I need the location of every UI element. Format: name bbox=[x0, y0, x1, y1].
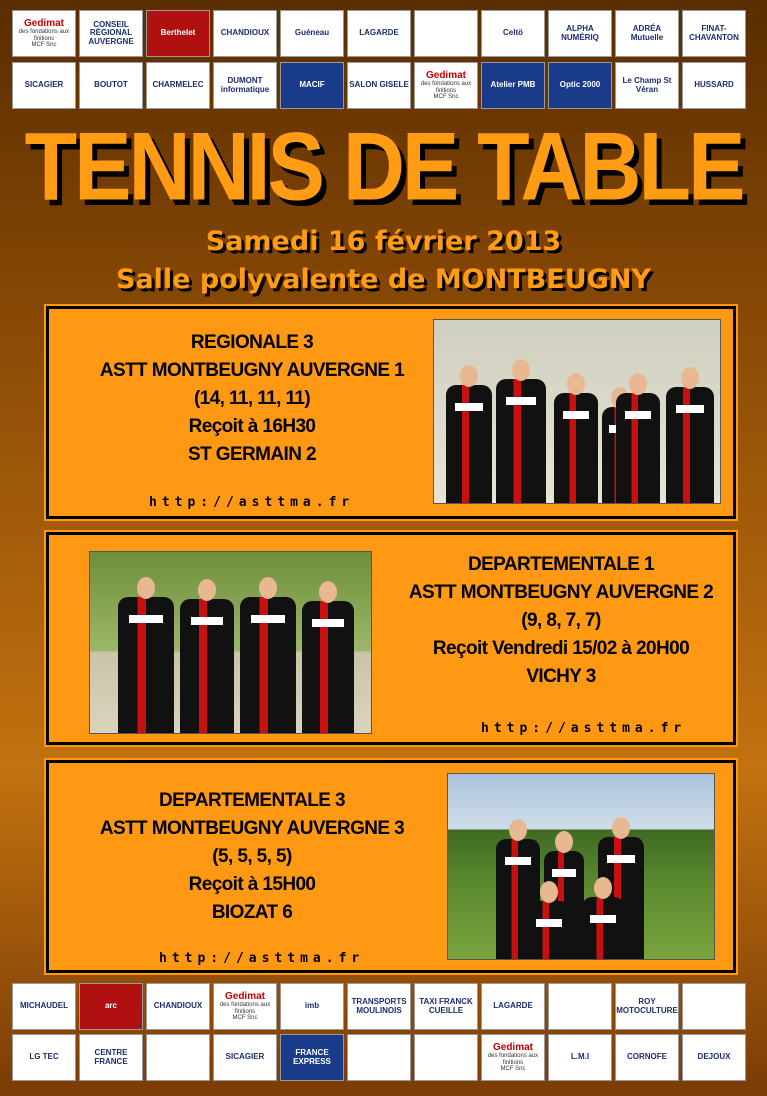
sponsor-name: Celtö bbox=[503, 28, 523, 38]
sponsor-logo bbox=[12, 62, 76, 109]
match-time: Reçoit à 15H00 bbox=[188, 874, 316, 895]
sponsor-name: FINAT-CHAVANTON bbox=[689, 24, 739, 42]
sponsor-name: LAGARDE bbox=[359, 28, 399, 38]
club-url[interactable]: http://asttma.fr bbox=[481, 721, 687, 736]
sponsor-logo bbox=[280, 62, 344, 109]
player bbox=[446, 385, 492, 503]
sponsor-logo bbox=[280, 983, 344, 1030]
opponent: ST GERMAIN 2 bbox=[188, 444, 316, 465]
sponsor-name: LG TEC bbox=[29, 1052, 59, 1062]
player bbox=[180, 599, 234, 733]
sponsor-name: BOUTOT bbox=[94, 80, 128, 90]
sponsor-name: SICAGIER bbox=[225, 1052, 265, 1062]
sponsor-name: CHARMELEC bbox=[152, 80, 204, 90]
sponsor-name: CENTRE FRANCE bbox=[94, 1048, 128, 1066]
sponsor-logo bbox=[548, 10, 612, 57]
sponsor-company: MCF Snc bbox=[31, 41, 57, 48]
sponsor-logo bbox=[682, 62, 746, 109]
sponsor-logo bbox=[347, 1034, 411, 1081]
sponsor-name: TAXI FRANCK CUEILLE bbox=[419, 997, 473, 1015]
sponsor-name: ALPHA NUMÉRIQ bbox=[561, 24, 599, 42]
match-card-departementale-3 bbox=[46, 760, 736, 973]
sponsor-row-top-1 bbox=[12, 10, 746, 57]
sponsor-logo bbox=[548, 62, 612, 109]
sponsor-logo bbox=[414, 983, 478, 1030]
sponsor-tagline: des fondations aux finitions bbox=[420, 81, 472, 94]
match-time: Reçoit Vendredi 15/02 à 20H00 bbox=[432, 638, 690, 659]
opponent: VICHY 3 bbox=[526, 666, 596, 687]
sponsor-logo bbox=[347, 983, 411, 1030]
sponsor-logo bbox=[481, 983, 545, 1030]
sponsor-name: Berthelet bbox=[160, 28, 196, 38]
sponsor-row-bottom-1 bbox=[12, 983, 746, 1030]
club-url[interactable]: http://asttma.fr bbox=[159, 951, 365, 966]
sponsor-logo bbox=[79, 1034, 143, 1081]
match-info bbox=[67, 787, 437, 927]
sponsor-logo bbox=[615, 1034, 679, 1081]
sponsor-logo bbox=[280, 1034, 344, 1081]
match-info bbox=[67, 329, 437, 469]
sponsor-logo bbox=[347, 62, 411, 109]
sponsor-name: CHANDIOUX bbox=[220, 28, 270, 38]
player bbox=[240, 597, 296, 733]
sponsor-name: SALON GISELE bbox=[349, 80, 409, 90]
team-name: ASTT MONTBEUGNY AUVERGNE 3 bbox=[99, 818, 405, 839]
team-name: ASTT MONTBEUGNY AUVERGNE 2 bbox=[408, 582, 714, 603]
sponsor-name: arc bbox=[104, 1001, 117, 1011]
team-rankings: (5, 5, 5, 5) bbox=[212, 846, 292, 867]
team-name: ASTT MONTBEUGNY AUVERGNE 1 bbox=[99, 360, 405, 381]
sponsor-logo bbox=[615, 10, 679, 57]
sponsor-row-top-2 bbox=[12, 62, 746, 109]
player bbox=[666, 387, 714, 503]
player bbox=[302, 601, 354, 733]
sponsor-logo bbox=[481, 1034, 545, 1081]
sponsor-name: CORNOFE bbox=[627, 1052, 667, 1062]
sponsor-tagline: des fondations aux finitions bbox=[487, 1053, 539, 1066]
sponsor-logo bbox=[548, 983, 612, 1030]
sponsor-name: DEJOUX bbox=[697, 1052, 731, 1062]
player bbox=[528, 901, 570, 959]
sponsor-logo bbox=[280, 10, 344, 57]
sponsor-logo bbox=[12, 983, 76, 1030]
sponsor-name: Gedimat bbox=[224, 990, 265, 1002]
team-rankings: (9, 8, 7, 7) bbox=[521, 610, 601, 631]
sponsor-company: MCF Snc bbox=[433, 93, 459, 100]
player bbox=[582, 897, 624, 959]
sponsor-logo bbox=[12, 10, 76, 57]
sponsor-logo bbox=[146, 1034, 210, 1081]
sponsor-name: L.M.I bbox=[570, 1052, 590, 1062]
sponsor-logo bbox=[79, 10, 143, 57]
sponsor-logo bbox=[481, 62, 545, 109]
sponsor-logo bbox=[79, 62, 143, 109]
event-date: Samedi 16 février 2013 bbox=[205, 226, 562, 257]
sponsor-name: Le Champ St Véran bbox=[622, 76, 672, 94]
sponsor-logo bbox=[414, 62, 478, 109]
sponsor-logo bbox=[682, 1034, 746, 1081]
sponsor-logo bbox=[213, 10, 277, 57]
sponsor-name: Gedimat bbox=[425, 69, 466, 81]
sponsor-logo bbox=[146, 62, 210, 109]
club-url[interactable]: http://asttma.fr bbox=[149, 495, 355, 510]
sponsor-name: CONSEIL RÉGIONAL AUVERGNE bbox=[88, 19, 134, 46]
player bbox=[616, 393, 660, 503]
match-time: Reçoit à 16H30 bbox=[188, 416, 316, 437]
division-label: DEPARTEMENTALE 3 bbox=[158, 790, 346, 811]
sponsor-logo bbox=[79, 983, 143, 1030]
sponsor-logo bbox=[682, 983, 746, 1030]
sponsor-logo bbox=[414, 10, 478, 57]
sponsor-name: ROY MOTOCULTURE bbox=[616, 997, 678, 1015]
sponsor-logo bbox=[347, 10, 411, 57]
team-photo bbox=[447, 773, 715, 960]
sponsor-row-bottom-2 bbox=[12, 1034, 746, 1081]
sponsor-name: SICAGIER bbox=[24, 80, 64, 90]
event-venue: Salle polyvalente de MONTBEUGNY bbox=[116, 264, 651, 295]
sponsor-name: HUSSARD bbox=[694, 80, 734, 90]
sponsor-logo bbox=[682, 10, 746, 57]
match-info bbox=[387, 551, 735, 691]
player bbox=[118, 597, 174, 733]
sponsor-name: TRANSPORTS MOULINOIS bbox=[351, 997, 407, 1015]
sponsor-name: Optic 2000 bbox=[559, 80, 601, 90]
sponsor-name: LAGARDE bbox=[493, 1001, 533, 1011]
sponsor-tagline: des fondations aux finitions bbox=[219, 1002, 271, 1015]
sponsor-logo bbox=[146, 983, 210, 1030]
sponsor-logo bbox=[481, 10, 545, 57]
sponsor-name: MICHAUDEL bbox=[20, 1001, 68, 1011]
sponsor-name: FRANCE EXPRESS bbox=[293, 1048, 331, 1066]
sponsor-logo bbox=[548, 1034, 612, 1081]
division-label: REGIONALE 3 bbox=[190, 332, 314, 353]
sponsor-logo bbox=[213, 983, 277, 1030]
poster-title: TENNIS DE TABLE bbox=[24, 113, 743, 221]
division-label: DEPARTEMENTALE 1 bbox=[467, 554, 655, 575]
team-photo bbox=[433, 319, 721, 504]
sponsor-logo bbox=[615, 983, 679, 1030]
team-rankings: (14, 11, 11, 11) bbox=[193, 388, 311, 409]
sponsor-name: Atelier PMB bbox=[490, 80, 536, 90]
player bbox=[496, 379, 546, 503]
player bbox=[554, 393, 598, 503]
sponsor-name: Guéneau bbox=[294, 28, 330, 38]
sponsor-logo bbox=[213, 62, 277, 109]
sponsor-logo bbox=[213, 1034, 277, 1081]
sponsor-tagline: des fondations aux finitions bbox=[18, 29, 70, 42]
sponsor-logo bbox=[414, 1034, 478, 1081]
sponsor-name: MACIF bbox=[299, 80, 325, 90]
match-card-regionale bbox=[46, 306, 736, 519]
sponsor-name: Gedimat bbox=[23, 17, 64, 29]
sponsor-name: Gedimat bbox=[492, 1041, 533, 1053]
sponsor-logo bbox=[146, 10, 210, 57]
opponent: BIOZAT 6 bbox=[211, 902, 293, 923]
team-photo bbox=[89, 551, 372, 734]
sponsor-logo bbox=[12, 1034, 76, 1081]
sponsor-company: MCF Snc bbox=[500, 1065, 526, 1072]
sponsor-logo bbox=[615, 62, 679, 109]
sponsor-company: MCF Snc bbox=[232, 1014, 258, 1021]
match-card-departementale-1 bbox=[46, 532, 736, 745]
sponsor-name: DUMONT informatique bbox=[220, 76, 270, 94]
sponsor-name: ADRÉA Mutuelle bbox=[630, 24, 664, 42]
sponsor-name: CHANDIOUX bbox=[153, 1001, 203, 1011]
sponsor-name: imb bbox=[304, 1001, 320, 1011]
